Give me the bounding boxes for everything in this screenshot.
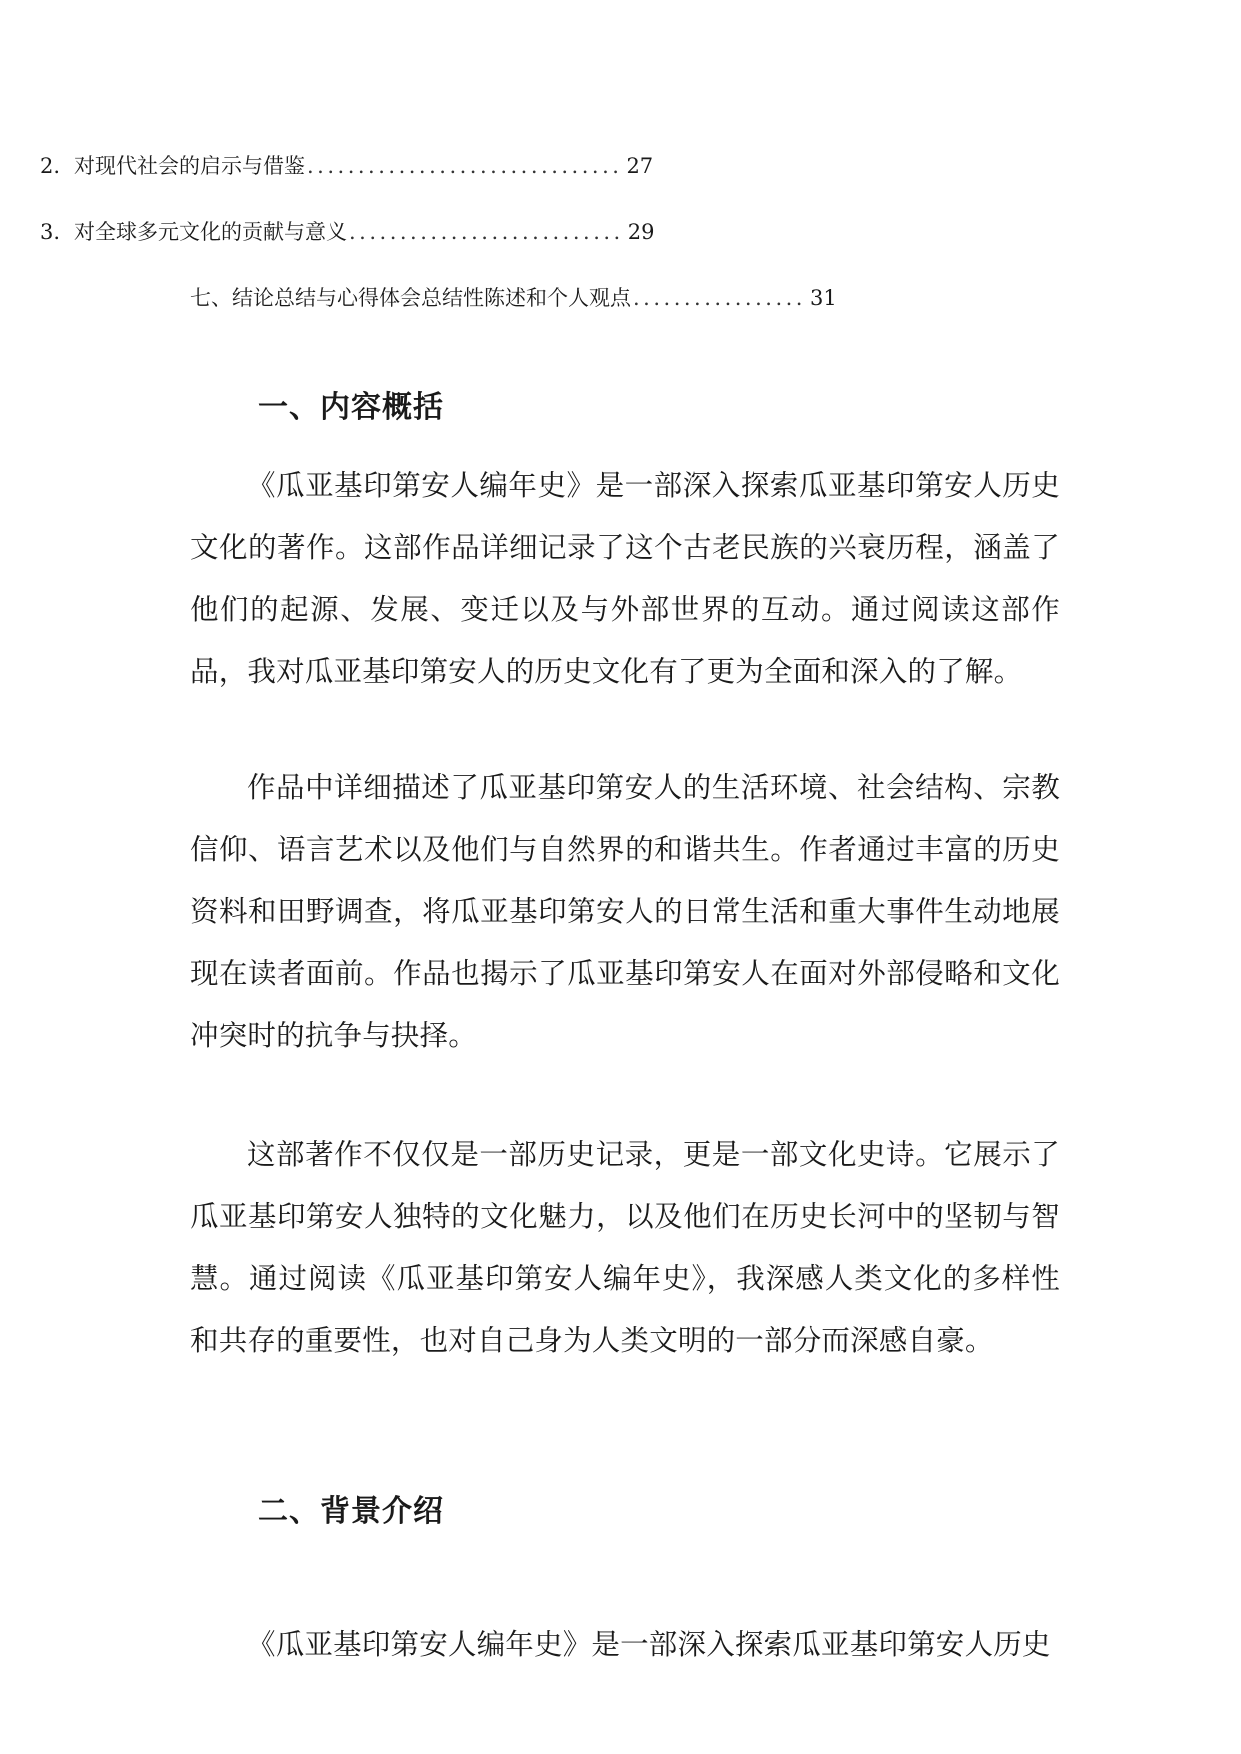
toc-entry[interactable]	[22, 150, 653, 184]
body-paragraph: 这部著作不仅仅是一部历史记录，更是一部文化史诗。它展示了瓜亚基印第安人独特的文化魅力，以及他们在历史长河中的坚韧与智慧。通过阅读《瓜亚基印第安人编年史》，我深感人类文化的多样性和共存的重要性，也对自己身为人类文明的一部分而深感自豪。	[190, 1138, 1060, 1357]
body-paragraph: 《瓜亚基印第安人编年史》是一部深入探索瓜亚基印第安人历史文化的著作。这部作品详细记录了这个古老民族的兴衰历程，涵盖了他们的起源、发展、变迁以及与外部世界的互动。通过阅读这部作品，我对瓜亚基印第安人的历史文化有了更为全面和深入的了解。	[190, 469, 1060, 688]
toc-entry[interactable]	[190, 282, 837, 316]
section-heading: 二、背景介绍	[258, 1494, 444, 1529]
toc-entry-title: 对全球多元文化的贡献与意义	[74, 220, 347, 244]
toc-entry-title: 对现代社会的启示与借鉴	[74, 154, 305, 178]
toc-leader-dots: .................	[633, 286, 806, 310]
body-paragraph: 作品中详细描述了瓜亚基印第安人的生活环境、社会结构、宗教信仰、语言艺术以及他们与自然界的和谐共生。作者通过丰富的历史资料和田野调查，将瓜亚基印第安人的日常生活和重大事件生动地展现在读者面前。作品也揭示了瓜亚基印第安人在面对外部侵略和文化冲突时的抗争与抉择。	[190, 771, 1060, 1052]
body-paragraph: 《瓜亚基印第安人编年史》是一部深入探索瓜亚基印第安人历史	[247, 1628, 1051, 1661]
section-heading: 一、内容概括	[258, 390, 444, 425]
toc-leader-dots: ...............................	[307, 154, 623, 178]
toc-entry-number: 3.	[39, 220, 60, 244]
toc-entry-page: 27	[626, 154, 654, 178]
toc-entry-title: 七、结论总结与心得体会总结性陈述和个人观点	[190, 286, 631, 310]
toc-entry[interactable]	[22, 216, 654, 250]
toc-leader-dots: ...........................	[349, 220, 624, 244]
toc-entry-number: 2.	[39, 154, 60, 178]
toc-entry-page: 29	[627, 220, 655, 244]
toc-entry-page: 31	[809, 286, 837, 310]
